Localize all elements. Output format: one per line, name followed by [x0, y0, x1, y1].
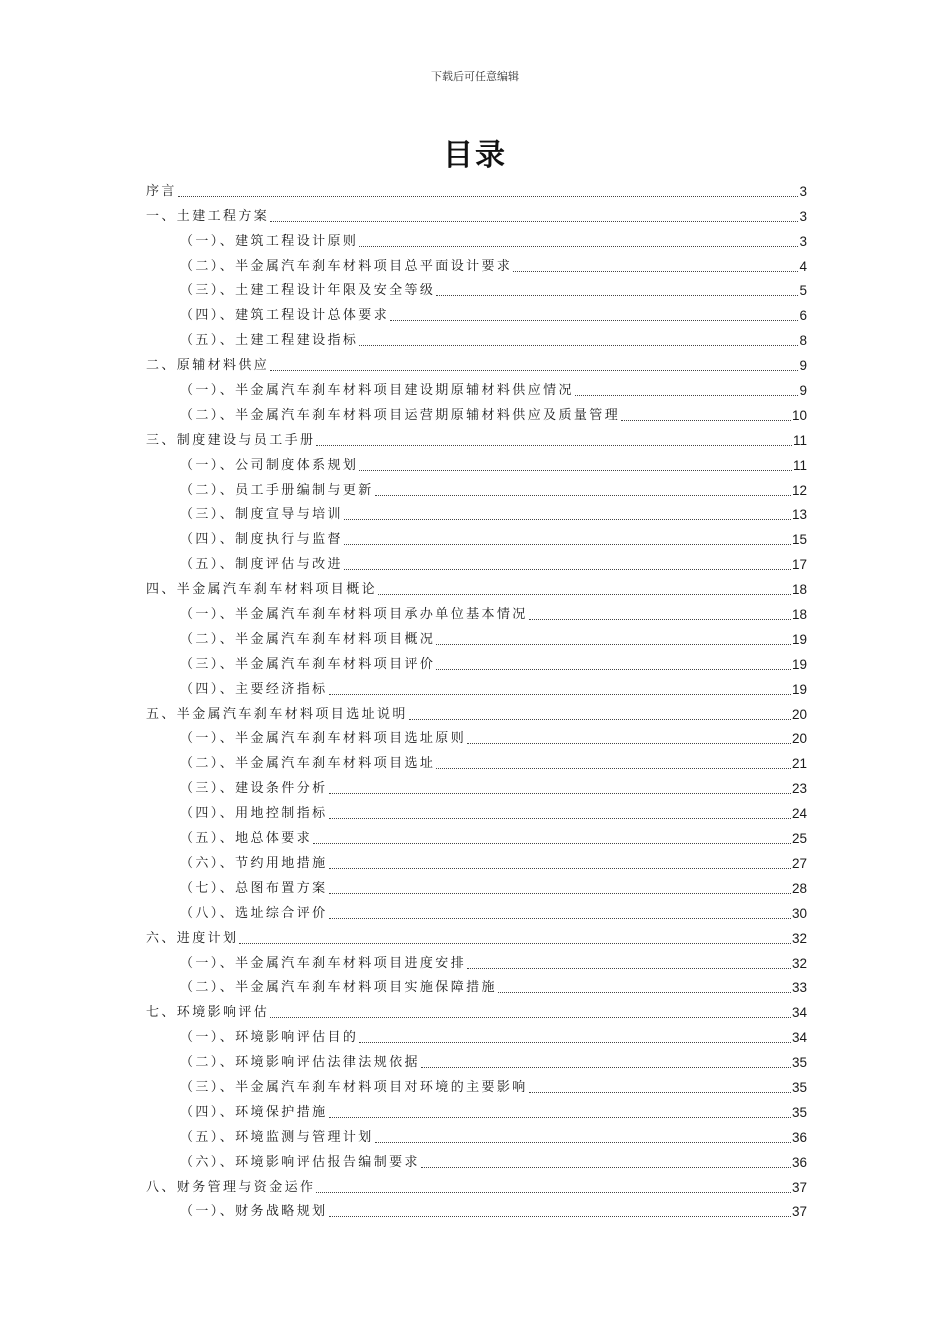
- toc-entry-title: （一）、环境影响评估目的: [180, 1030, 359, 1046]
- toc-entry-title: （二）、环境影响评估法律法规依据: [180, 1055, 420, 1071]
- toc-entry-title: （一）、财务战略规划: [180, 1204, 328, 1220]
- dot-leader: [344, 568, 791, 570]
- toc-entry-title: （一）、建筑工程设计原则: [180, 233, 359, 249]
- toc-entry-page-number: 24: [791, 806, 807, 822]
- toc-entry[interactable]: [146, 748, 807, 773]
- dot-leader: [329, 867, 791, 869]
- toc-entry[interactable]: [146, 624, 807, 649]
- dot-leader: [436, 668, 791, 670]
- toc-entry-title: 八、财务管理与资金运作: [146, 1179, 316, 1195]
- toc-entry-page-number: 34: [791, 1030, 807, 1046]
- toc-entry-page-number: 8: [799, 333, 807, 349]
- toc-entry[interactable]: [146, 251, 807, 276]
- toc-entry-title: （一）、半金属汽车刹车材料项目进度安排: [180, 955, 467, 971]
- dot-leader: [529, 1091, 791, 1093]
- toc-entry[interactable]: [146, 1047, 807, 1072]
- toc-entry-page-number: 9: [799, 383, 807, 399]
- toc-entry-title: （二）、半金属汽车刹车材料项目概况: [180, 631, 436, 647]
- dot-leader: [270, 1016, 791, 1018]
- toc-entry-title: （三）、半金属汽车刹车材料项目评价: [180, 656, 436, 672]
- toc-entry-page-number: 35: [791, 1104, 807, 1120]
- dot-leader: [421, 1166, 791, 1168]
- toc-entry[interactable]: [146, 300, 807, 325]
- toc-entry[interactable]: [146, 500, 807, 525]
- toc-entry-title: （三）、土建工程设计年限及安全等级: [180, 283, 436, 299]
- toc-entry[interactable]: [146, 923, 807, 948]
- toc-entry[interactable]: [146, 873, 807, 898]
- toc-entry[interactable]: [146, 674, 807, 699]
- dot-leader: [378, 593, 791, 595]
- dot-leader: [344, 518, 791, 520]
- dot-leader: [513, 270, 798, 272]
- dot-leader: [344, 543, 791, 545]
- toc-entry-title: （六）、环境影响评估报告编制要求: [180, 1154, 420, 1170]
- dot-leader: [270, 220, 798, 222]
- dot-leader: [178, 195, 798, 197]
- toc-entry[interactable]: [146, 798, 807, 823]
- toc-entry[interactable]: [146, 425, 807, 450]
- dot-leader: [313, 842, 791, 844]
- toc-entry-title: （五）、地总体要求: [180, 831, 313, 847]
- dot-leader: [270, 369, 798, 371]
- dot-leader: [329, 792, 791, 794]
- dot-leader: [329, 1116, 791, 1118]
- dot-leader: [329, 1215, 791, 1217]
- dot-leader: [421, 1066, 791, 1068]
- toc-entry-page-number: 20: [791, 731, 807, 747]
- toc-entry-title: 四、半金属汽车刹车材料项目概论: [146, 582, 378, 598]
- toc-entry-page-number: 36: [791, 1129, 807, 1145]
- toc-entry-title: （一）、半金属汽车刹车材料项目承办单位基本情况: [180, 607, 528, 623]
- toc-entry-title: （三）、半金属汽车刹车材料项目对环境的主要影响: [180, 1079, 528, 1095]
- toc-entry-title: （四）、建筑工程设计总体要求: [180, 308, 390, 324]
- dot-leader: [409, 718, 791, 720]
- toc-entry[interactable]: [146, 1197, 807, 1222]
- dot-leader: [467, 967, 791, 969]
- toc-entry[interactable]: [146, 898, 807, 923]
- toc-entry-page-number: 34: [791, 1005, 807, 1021]
- toc-entry-page-number: 32: [791, 930, 807, 946]
- toc-entry-title: （二）、半金属汽车刹车材料项目选址: [180, 756, 436, 772]
- toc-entry[interactable]: [146, 226, 807, 251]
- toc-entry-page-number: 3: [799, 208, 807, 224]
- toc-entry[interactable]: [146, 773, 807, 798]
- dot-leader: [575, 394, 798, 396]
- toc-entry[interactable]: [146, 276, 807, 301]
- dot-leader: [467, 742, 791, 744]
- toc-entry-page-number: 4: [799, 258, 807, 274]
- toc-entry[interactable]: [146, 997, 807, 1022]
- dot-leader: [390, 319, 798, 321]
- toc-entry-page-number: 15: [791, 532, 807, 548]
- toc-entry-page-number: 35: [791, 1079, 807, 1095]
- toc-entry[interactable]: [146, 724, 807, 749]
- toc-entry-title: 二、原辅材料供应: [146, 358, 270, 374]
- dot-leader: [529, 618, 791, 620]
- toc-entry-page-number: 11: [792, 457, 807, 473]
- toc-entry-page-number: 32: [791, 955, 807, 971]
- toc-entry[interactable]: [146, 350, 807, 375]
- toc-entry-page-number: 19: [791, 681, 807, 697]
- toc-entry-title: 三、制度建设与员工手册: [146, 432, 316, 448]
- toc-entry-page-number: 3: [799, 233, 807, 249]
- toc-entry-title: （五）、土建工程建设指标: [180, 333, 359, 349]
- dot-leader: [329, 917, 791, 919]
- page-title: 目录: [443, 138, 507, 173]
- toc-entry[interactable]: [146, 1122, 807, 1147]
- dot-leader: [329, 693, 791, 695]
- dot-leader: [375, 1141, 791, 1143]
- toc-entry-title: （一）、半金属汽车刹车材料项目选址原则: [180, 731, 467, 747]
- toc-entry-title: （四）、制度执行与监督: [180, 532, 343, 548]
- toc-entry-title: （八）、选址综合评价: [180, 905, 328, 921]
- toc-entry-page-number: 11: [792, 432, 807, 448]
- dot-leader: [316, 1191, 791, 1193]
- toc-entry-title: （四）、用地控制指标: [180, 806, 328, 822]
- toc-entry-title: （三）、建设条件分析: [180, 781, 328, 797]
- toc-entry[interactable]: [146, 375, 807, 400]
- toc-entry[interactable]: [146, 948, 807, 973]
- dot-leader: [359, 469, 792, 471]
- toc-entry-title: （三）、制度宣导与培训: [180, 507, 343, 523]
- dot-leader: [498, 991, 791, 993]
- toc-entry[interactable]: [146, 1147, 807, 1172]
- toc-entry[interactable]: [146, 475, 807, 500]
- toc-entry-page-number: 20: [791, 706, 807, 722]
- toc-entry-page-number: 6: [799, 308, 807, 324]
- toc-entry-title: （一）、公司制度体系规划: [180, 457, 359, 473]
- toc-entry[interactable]: [146, 524, 807, 549]
- toc-entry-title: （二）、半金属汽车刹车材料项目运营期原辅材料供应及质量管理: [180, 407, 621, 423]
- toc-entry-title: （二）、半金属汽车刹车材料项目实施保障措施: [180, 980, 497, 996]
- toc-entry-page-number: 10: [791, 407, 807, 423]
- toc-entry[interactable]: [146, 823, 807, 848]
- toc-entry[interactable]: [146, 599, 807, 624]
- toc-entry[interactable]: [146, 400, 807, 425]
- toc-entry[interactable]: [146, 848, 807, 873]
- toc-entry-title: 一、土建工程方案: [146, 208, 270, 224]
- toc-entry-page-number: 17: [791, 557, 807, 573]
- toc-entry-title: （四）、主要经济指标: [180, 681, 328, 697]
- table-of-contents: [146, 176, 807, 1221]
- toc-entry-title: （五）、制度评估与改进: [180, 557, 343, 573]
- toc-entry-page-number: 30: [791, 905, 807, 921]
- toc-entry[interactable]: [146, 1172, 807, 1197]
- dot-leader: [316, 444, 792, 446]
- dot-leader: [436, 643, 791, 645]
- toc-entry[interactable]: [146, 176, 807, 201]
- toc-entry-page-number: 23: [791, 781, 807, 797]
- toc-entry-page-number: 27: [791, 855, 807, 871]
- toc-entry-page-number: 33: [791, 980, 807, 996]
- toc-entry-page-number: 3: [799, 183, 807, 199]
- toc-entry-title: 五、半金属汽车刹车材料项目选址说明: [146, 706, 408, 722]
- dot-leader: [329, 817, 791, 819]
- toc-entry-page-number: 37: [791, 1179, 807, 1195]
- toc-entry[interactable]: [146, 649, 807, 674]
- toc-entry-page-number: 21: [791, 756, 807, 772]
- toc-entry-page-number: 36: [791, 1154, 807, 1170]
- dot-leader: [375, 494, 791, 496]
- toc-entry[interactable]: [146, 549, 807, 574]
- toc-entry-title: （七）、总图布置方案: [180, 880, 328, 896]
- toc-entry[interactable]: [146, 1072, 807, 1097]
- toc-entry-page-number: 19: [791, 631, 807, 647]
- toc-entry-page-number: 37: [791, 1204, 807, 1220]
- toc-entry-title: 七、环境影响评估: [146, 1005, 270, 1021]
- dot-leader: [359, 245, 798, 247]
- toc-entry-page-number: 28: [791, 880, 807, 896]
- header-note: 下载后可任意编辑: [431, 70, 519, 83]
- dot-leader: [436, 294, 798, 296]
- toc-entry-page-number: 13: [791, 507, 807, 523]
- dot-leader: [329, 892, 791, 894]
- toc-entry-title: （二）、员工手册编制与更新: [180, 482, 374, 498]
- toc-entry-page-number: 9: [799, 358, 807, 374]
- toc-entry-page-number: 18: [791, 607, 807, 623]
- toc-entry-page-number: 35: [791, 1055, 807, 1071]
- toc-entry-title: （二）、半金属汽车刹车材料项目总平面设计要求: [180, 258, 513, 274]
- toc-entry-title: 六、进度计划: [146, 930, 239, 946]
- dot-leader: [239, 942, 791, 944]
- toc-entry[interactable]: [146, 1097, 807, 1122]
- toc-entry-page-number: 12: [791, 482, 807, 498]
- toc-entry[interactable]: [146, 973, 807, 998]
- toc-entry[interactable]: [146, 201, 807, 226]
- dot-leader: [436, 767, 791, 769]
- toc-entry-title: （五）、环境监测与管理计划: [180, 1129, 374, 1145]
- toc-entry[interactable]: [146, 325, 807, 350]
- dot-leader: [359, 1041, 791, 1043]
- toc-entry-title: （四）、环境保护措施: [180, 1104, 328, 1120]
- toc-entry-page-number: 5: [799, 283, 807, 299]
- dot-leader: [359, 344, 798, 346]
- toc-entry[interactable]: [146, 450, 807, 475]
- toc-entry[interactable]: [146, 1022, 807, 1047]
- toc-entry-title: （六）、节约用地措施: [180, 855, 328, 871]
- toc-entry[interactable]: [146, 699, 807, 724]
- toc-entry[interactable]: [146, 574, 807, 599]
- toc-entry-title: （一）、半金属汽车刹车材料项目建设期原辅材料供应情况: [180, 383, 574, 399]
- toc-entry-title: 序言: [146, 183, 177, 199]
- dot-leader: [621, 419, 791, 421]
- toc-entry-page-number: 25: [791, 831, 807, 847]
- toc-entry-page-number: 18: [791, 582, 807, 598]
- toc-entry-page-number: 19: [791, 656, 807, 672]
